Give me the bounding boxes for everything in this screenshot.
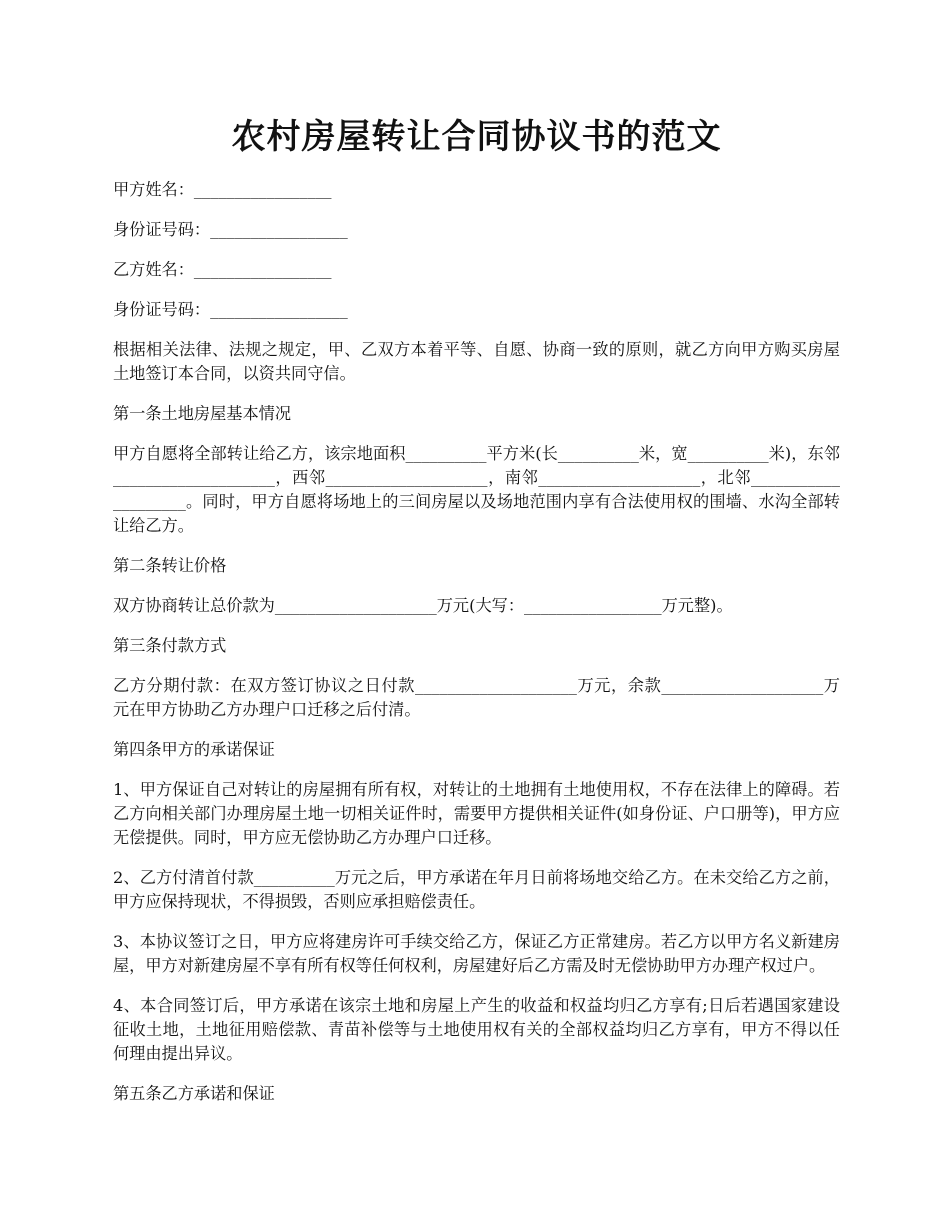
- preamble-paragraph: 根据相关法律、法规之规定，甲、乙双方本着平等、自愿、协商一致的原则，就乙方向甲方购买房屋土地签订本合同，以资共同守信。: [113, 340, 840, 383]
- article-1-body: 甲方自愿将全部转让给乙方，该宗地面积__________平方米(长__________米，宽__________米)，东邻____________________，西邻____________________，南邻____________________，北邻____________________。同时，甲方自愿将场地上的三间房屋以及场地范围内享有合法使用权的围墙、水沟全部转让给乙方。: [113, 444, 840, 535]
- article-4-clause-2: 2、乙方付清首付款__________万元之后，甲方承诺在年月日前将场地交给乙方。在未交给乙方之前，甲方应保持现状，不得损毁，否则应承担赔偿责任。: [113, 868, 840, 911]
- article-5-heading: 第五条乙方承诺和保证: [113, 1084, 275, 1103]
- party-b-id-line: 身份证号码：_________________: [113, 300, 348, 319]
- article-1-heading: 第一条土地房屋基本情况: [113, 404, 292, 423]
- article-2-body: 双方协商转让总价款为____________________万元(大写：_________________万元整)。: [113, 596, 733, 615]
- article-4-clause-1: 1、甲方保证自己对转让的房屋拥有所有权，对转让的土地拥有土地使用权，不存在法律上的障碍。若乙方向相关部门办理房屋土地一切相关证件时，需要甲方提供相关证件(如身份证、户口册等)，甲方应无偿提供。同时，甲方应无偿协助乙方办理户口迁移。: [113, 780, 840, 847]
- party-a-name-line: 甲方姓名：_________________: [113, 180, 332, 199]
- party-a-id-line: 身份证号码：_________________: [113, 220, 348, 239]
- document-title: 农村房屋转让合同协议书的范文: [231, 117, 722, 157]
- article-4-heading: 第四条甲方的承诺保证: [113, 740, 275, 759]
- article-3-body: 乙方分期付款：在双方签订协议之日付款____________________万元，余款____________________万元在甲方协助乙方办理户口迁移之后付清。: [113, 676, 840, 719]
- article-3-heading: 第三条付款方式: [113, 636, 227, 655]
- party-b-name-line: 乙方姓名：_________________: [113, 260, 332, 279]
- article-4-clause-3: 3、本协议签订之日，甲方应将建房许可手续交给乙方，保证乙方正常建房。若乙方以甲方名义新建房屋，甲方对新建房屋不享有所有权等任何权利，房屋建好后乙方需及时无偿协助甲方办理产权过户。: [113, 932, 840, 975]
- document-body: [113, 178, 840, 1122]
- article-2-heading: 第二条转让价格: [113, 556, 227, 575]
- article-4-clause-4: 4、本合同签订后，甲方承诺在该宗土地和房屋上产生的收益和权益均归乙方享有;日后若遇国家建设征收土地，土地征用赔偿款、青苗补偿等与土地使用权有关的全部权益均归乙方享有，甲方不得以任何理由提出异议。: [113, 996, 840, 1063]
